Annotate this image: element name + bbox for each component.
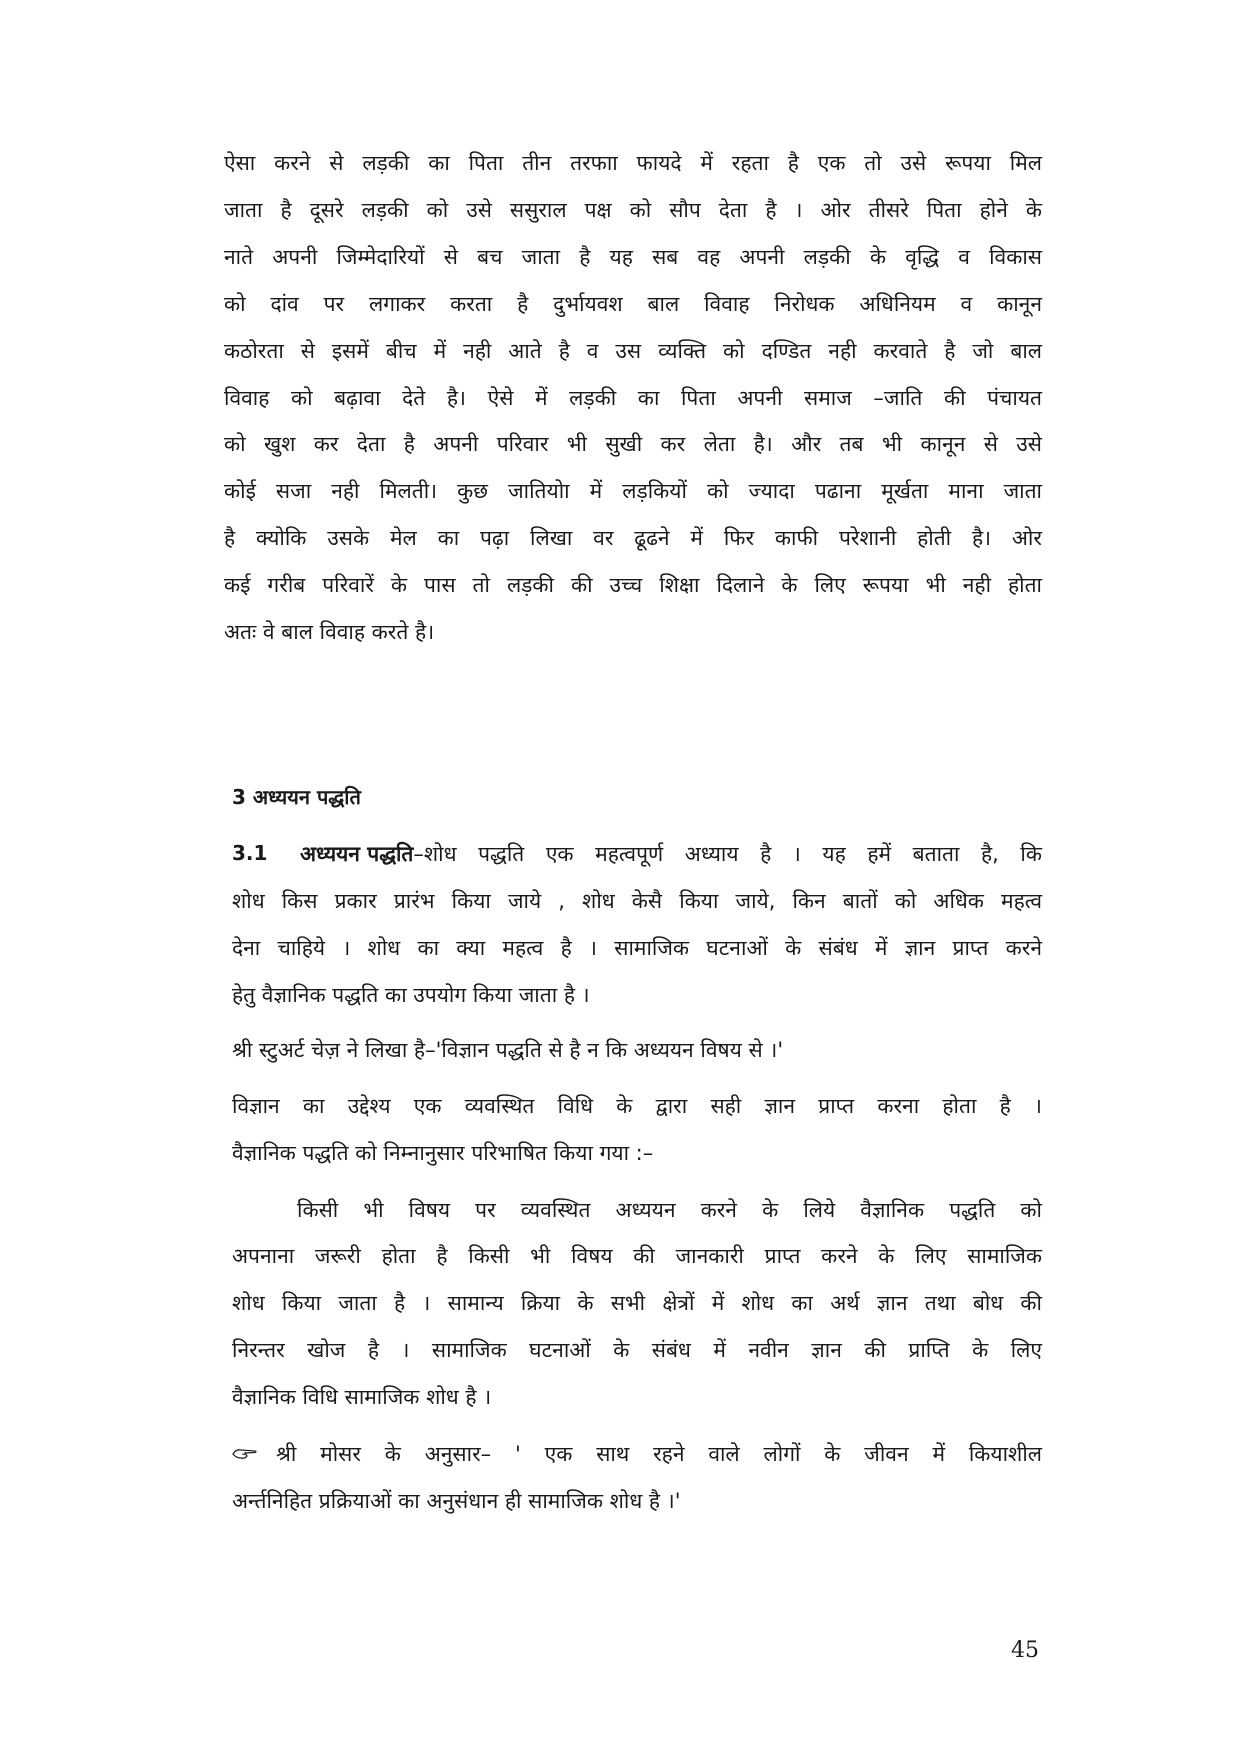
text-line: विवाह को बढ़ावा देते है। ऐसे में लड़की का पिता अपनी समाज –जाति की पंचायत [224, 386, 1042, 410]
pointing-hand-icon [232, 1447, 258, 1461]
moser-quote-first-line [232, 1440, 1042, 1468]
text-line: है क्योकि उसके मेल का पढ़ा लिखा वर ढूढने में फिर काफी परेशानी होती है। ओर [224, 526, 1042, 550]
text-line: हेतु वैज्ञानिक पद्धति का उपयोग किया जाता है । [232, 983, 590, 1007]
subsection-number: 3.1 [232, 841, 268, 865]
section-heading: 3 अध्ययन पद्धति [232, 785, 361, 809]
text-line: –शोध पद्धति एक महत्वपूर्ण अध्याय है । यह हमें बताता है, कि [413, 842, 1042, 866]
text-line: देना चाहिये । शोध का क्या महत्व है । सामाजिक घटनाओं के संबंध में ज्ञान प्राप्त करने [232, 936, 1042, 960]
page-number: 45 [1011, 1638, 1039, 1663]
subsection-title: अध्ययन पद्धति [300, 842, 414, 866]
text-line: निरन्तर खोज है । सामाजिक घटनाओं के संबंध में नवीन ज्ञान की प्राप्ति के लिए [232, 1338, 1042, 1362]
text-line: किसी भी विषय पर व्यवस्थित अध्ययन करने के लिये वैज्ञानिक पद्धति को [297, 1198, 1042, 1222]
subsection-first-line [300, 840, 1042, 868]
text-line: को दांव पर लगाकर करता है दुर्भायवश बाल विवाह निरोधक अधिनियम व कानून [224, 292, 1042, 316]
text-line: अतः वे बाल विवाह करते है। [224, 620, 435, 644]
text-line: शोध किस प्रकार प्रारंभ किया जाये , शोध केसै किया जाये, किन बातों को अधिक महत्व [232, 889, 1042, 913]
text-line: नाते अपनी जिम्मेदारियों से बच जाता है यह सब वह अपनी लड़की के वृद्धि व विकास [224, 245, 1042, 269]
text-line: वैज्ञानिक पद्धति को निम्नानुसार परिभाषित किया गया :– [232, 1141, 654, 1165]
text-line: ऐसा करने से लड़की का पिता तीन तरफाा फायदे में रहता है एक तो उसे रूपया मिल [224, 151, 1042, 175]
text-line: वैज्ञानिक विधि सामाजिक शोध है । [232, 1385, 492, 1409]
text-line: को खुश कर देता है अपनी परिवार भी सुखी कर लेता है। और तब भी कानून से उसे [224, 432, 1042, 456]
text-line: अपनाना जरूरी होता है किसी भी विषय की जानकारी प्राप्त करने के लिए सामाजिक [232, 1244, 1042, 1268]
text-line: विज्ञान का उद्देश्य एक व्यवस्थित विधि के द्वारा सही ज्ञान प्राप्त करना होता है । [232, 1094, 1042, 1118]
text-line: जाता है दूसरे लड़की को उसे ससुराल पक्ष को सौप देता है । ओर तीसरे पिता होने के [224, 198, 1042, 222]
text-line: कोई सजा नही मिलती। कुछ जातियोा में लड़कियों को ज्यादा पढाना मूर्खता माना जाता [224, 479, 1042, 503]
text-line: अर्न्तनिहित प्रक्रियाओं का अनुसंधान ही सामाजिक शोध है ।' [232, 1489, 681, 1513]
text-line: कठोरता से इसमें बीच में नही आते है व उस व्यक्ति को दण्डित नही करवाते है जो बाल [224, 339, 1042, 363]
text-line: शोध किया जाता है । सामान्य क्रिया के सभी क्षेत्रों में शोध का अर्थ ज्ञान तथा बोध की [232, 1291, 1042, 1315]
text-line: कई गरीब परिवारें के पास तो लड़की की उच्च शिक्षा दिलाने के लिए रूपया भी नही होता [224, 573, 1042, 597]
text-line: श्री मोसर के अनुसार– ' एक साथ रहने वाले लोगों के जीवन में कियाशील [276, 1442, 1042, 1466]
quote-line: श्री स्टुअर्ट चेज़ ने लिखा है–'विज्ञान पद्धति से है न कि अध्ययन विषय से ।' [232, 1038, 784, 1062]
